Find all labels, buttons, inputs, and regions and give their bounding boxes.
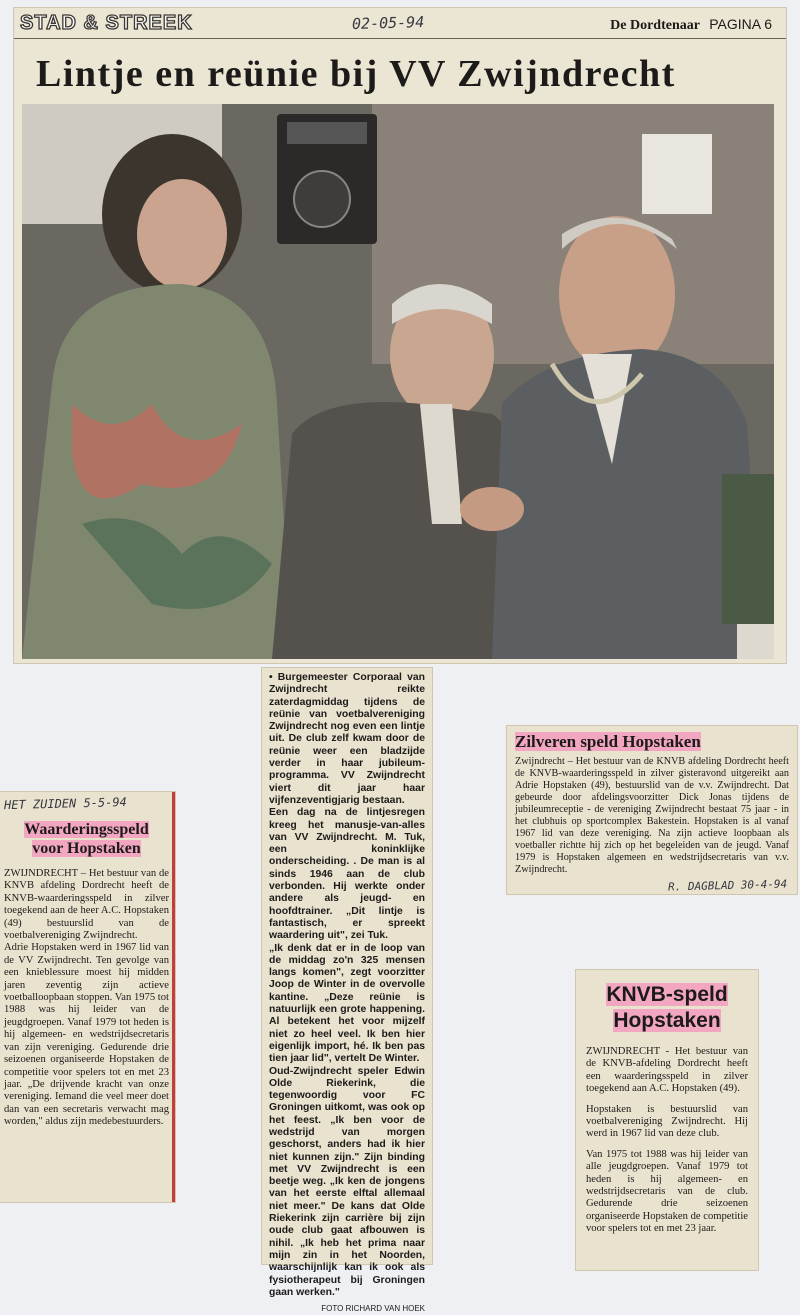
bottom-right-clipping: [576, 970, 758, 1270]
newspaper-name: De Dordtenaar: [610, 18, 700, 33]
right-clip-body: Zwijndrecht – Het bestuur van de KNVB afdeling Dordrecht heeft de KNVB-waarderingsspeld in zilver gisteravond uitgereikt aan Adrie Hopstaken (49), bestuurslid van de v.v. Zwijndrecht. Dat gebeurde door afdelingsvoorzitter Dick Jonas tijdens de jubileumreceptie - de vereniging Zwijndrecht bestaat 75 jaar - in het clubhuis op sportcomplex Bakestein. Hopstaken is al vanaf 1967 lid van deze vereniging. Na zijn actieve loopbaan als voetballer richtte hij zich op het begeleiden van de jeugd. Vanaf 1979 is Hopstaken algemeen en wedstrijdsecretaris van v.v. Zwijndrecht.: [515, 756, 789, 875]
photo: [22, 104, 774, 659]
handwritten-source: R. DAGBLAD 30-4-94: [667, 877, 788, 894]
headline-line: KNVB-speld: [606, 983, 728, 1006]
right-clip-headline: [515, 732, 789, 752]
left-clipping: [0, 792, 175, 1202]
headline-line: Hopstaken: [613, 1009, 721, 1032]
article-paragraph: „Ik denk dat er in de loop van de middag zo'n 325 mensen langs komen", zegt voorzitter Joop de Winter in de overvolle kantine. „Deze reünie is natuurlijk een grote happening. Al betekent het voor mijzelf niet zo heel veel. Ik ben hier eigenlijk import, hé. Ik ben pas tien jaar lid", vertelt De Winter.: [269, 942, 425, 1065]
section-label: STAD & STREEK: [20, 12, 193, 34]
article-paragraph: ZWIJNDRECHT – Het bestuur van de KNVB afdeling Dordrecht heeft de KNVB-waarderingsspeld in zilver toegekend aan de heer A.C. Hopstaken (49) bestuurslid van de voetbalvereniging Zwijndrecht.: [4, 868, 169, 942]
article-paragraph: ZWIJNDRECHT - Het bestuur van de KNVB-afdeling Dordrecht heeft een waarderingsspeld in zilver toegekend aan A.C. Hopstaken (49).: [586, 1046, 748, 1095]
bottom-right-headline: [592, 982, 742, 1034]
article-paragraph: Adrie Hopstaken werd in 1967 lid van de VV Zwijndrecht. Ten gevolge van een knieblessure moest hij midden jaren zeventig zijn actieve voetballoopbaan stoppen. Van 1975 tot 1988 was hij leider van de jeugdgroepen. Vanaf 1979 tot heden is hij algemeen- en wedstrijdsecretaris van zijn vereniging. Gedurende drie seizoenen organiseerde Hopstaken de competitie voor spelers tot en met 23 jaar. „De drijvende kracht van onze vereniging. Iemand die veel meer doet dan van een secretaris verwacht mag worden," aldus zijn medebestuurders.: [4, 942, 169, 1128]
headline-line: voor Hopstaken: [32, 840, 141, 857]
article-paragraph: Een dag na de lintjesregen kreeg het manusje-van-alles van VV Zwijndrecht. M. Tuk, een koninklijke onderscheiding. . De man is al sinds 1946 aan de club verbonden. Hij werkte onder andere als jeugd- en hoofdtrainer. „Dit lintje is fantastisch, er spreekt waardering uit", zei Tuk.: [269, 807, 425, 942]
page-header: [14, 8, 786, 39]
article-paragraph: Hopstaken is bestuurslid van voetbalvereniging Zwijndrecht. Hij werd in 1967 lid van deze club.: [586, 1103, 748, 1140]
newspaper-page: [610, 16, 772, 34]
photo-illustration: [22, 104, 774, 659]
headline: Lintje en reünie bij VV Zwijndrecht: [36, 53, 676, 95]
page-number: PAGINA 6: [709, 16, 772, 32]
headline-line: Waarderingsspeld: [24, 821, 149, 838]
photo-credit: FOTO RICHARD VAN HOEK: [321, 1304, 425, 1314]
handwritten-date: 02-05-94: [351, 13, 425, 33]
article-paragraph: Van 1975 tot 1988 was hij leider van alle jeugdgroepen. Vanaf 1979 tot heden is hij algemeen- en wedstrijdsecretaris van de club. Gedurende drie seizoenen organiseerde Hopstaken de competitie voor spelers tot en met 23 jaar.: [586, 1148, 748, 1235]
handwritten-source: HET ZUIDEN 5-5-94: [3, 794, 127, 813]
article-paragraph: • Burgemeester Corporaal van Zwijndrecht reikte zaterdagmiddag tijdens de reünie van voetbalvereniging Zwijndrecht nog even een lintje uit. De club zelf kwam door de reünie weer een bladzijde verder in haar jubileum-programma. VV Zwijndrecht viert dit jaar haar vijfenzeventigjarig bestaan.: [269, 672, 425, 806]
article-paragraph: Oud-Zwijndrecht speler Edwin Olde Riekerink, die tegenwoordig voor FC Groningen uitkomt, was ook op het feest. „Ik ben voor de wedstrijd van morgen geschorst, anders had ik hier niet kunnen zijn." Zijn binding met VV Zwijndrecht is een beetje weg. „Ik ken de jongens van het eerste elftal allemaal niet meer." De kans dat Olde Riekerink zijn carrière bij zijn oude club gaat afbouwen is nihil. „Ik heb het prima naar mijn zin in het Noorden, waarschijnlijk kan ik ook als fysiotherapeut bij Groningen gaan werken.": [269, 1065, 425, 1298]
red-margin-line: [172, 792, 175, 1202]
left-clip-headline: [4, 820, 169, 858]
right-clipping: [507, 726, 797, 894]
headline-line: Zilveren speld Hopstaken: [515, 732, 701, 751]
bottom-right-body: [586, 1046, 748, 1236]
center-article: [262, 668, 432, 1314]
left-clip-body: [4, 868, 169, 1129]
